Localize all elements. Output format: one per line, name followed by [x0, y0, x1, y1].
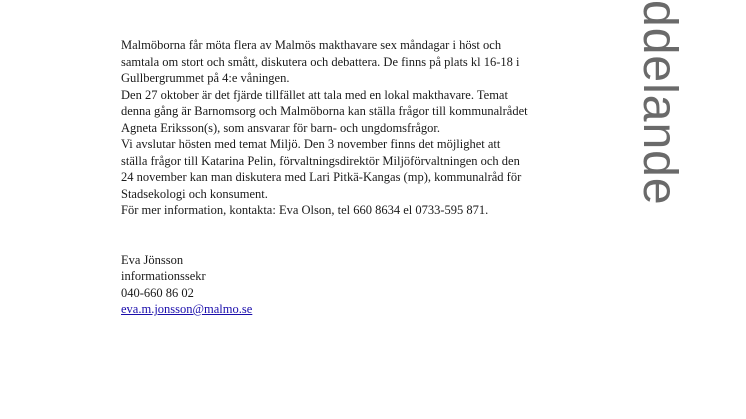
paragraph-contact	[121, 202, 601, 219]
text-line: ställa frågor till Katarina Pelin, förvaltningsdirektör Miljöförvaltningen och den	[121, 153, 520, 168]
text-line: Den 27 oktober är det fjärde tillfället att tala med en lokal makthavare. Temat	[121, 87, 508, 102]
signature-email-link[interactable]: eva.m.jonsson@malmo.se	[121, 302, 253, 316]
text-line: samtala om stort och smått, diskutera och debattera. De finns på plats kl 16-18 i	[121, 54, 520, 69]
signature-block	[121, 252, 601, 318]
text-line: Agneta Eriksson(s), som ansvarar för barn- och ungdomsfrågor.	[121, 120, 441, 135]
signature-phone: 040-660 86 02	[121, 285, 194, 300]
text-line: Vi avslutar hösten med temat Miljö. Den 3 november finns det möjlighet att	[121, 137, 501, 151]
text-line: Malmöborna får möta flera av Malmös makthavare sex måndagar i höst och	[121, 38, 502, 52]
text-line: denna gång är Barnomsorg och Malmöborna kan ställa frågor till kommunalrådet	[121, 104, 528, 118]
text-line: För mer information, kontakta: Eva Olson, tel 660 8634 el 0733-595 871.	[121, 203, 489, 217]
signature-title: informationssekr	[121, 269, 206, 283]
paragraph-barnomsorg	[121, 87, 601, 137]
text-line: Stadsekologi och konsument.	[121, 186, 268, 201]
document-body	[121, 37, 601, 318]
paragraph-miljo	[121, 136, 601, 202]
text-line: 24 november kan man diskutera med Lari Pitkä-Kangas (mp), kommunalråd för	[121, 170, 522, 184]
signature-name: Eva Jönsson	[121, 252, 184, 267]
paragraph-intro	[121, 37, 601, 87]
side-heading: ddelande	[633, 0, 686, 206]
text-line: Gullbergrummet på 4:e våningen.	[121, 71, 290, 85]
